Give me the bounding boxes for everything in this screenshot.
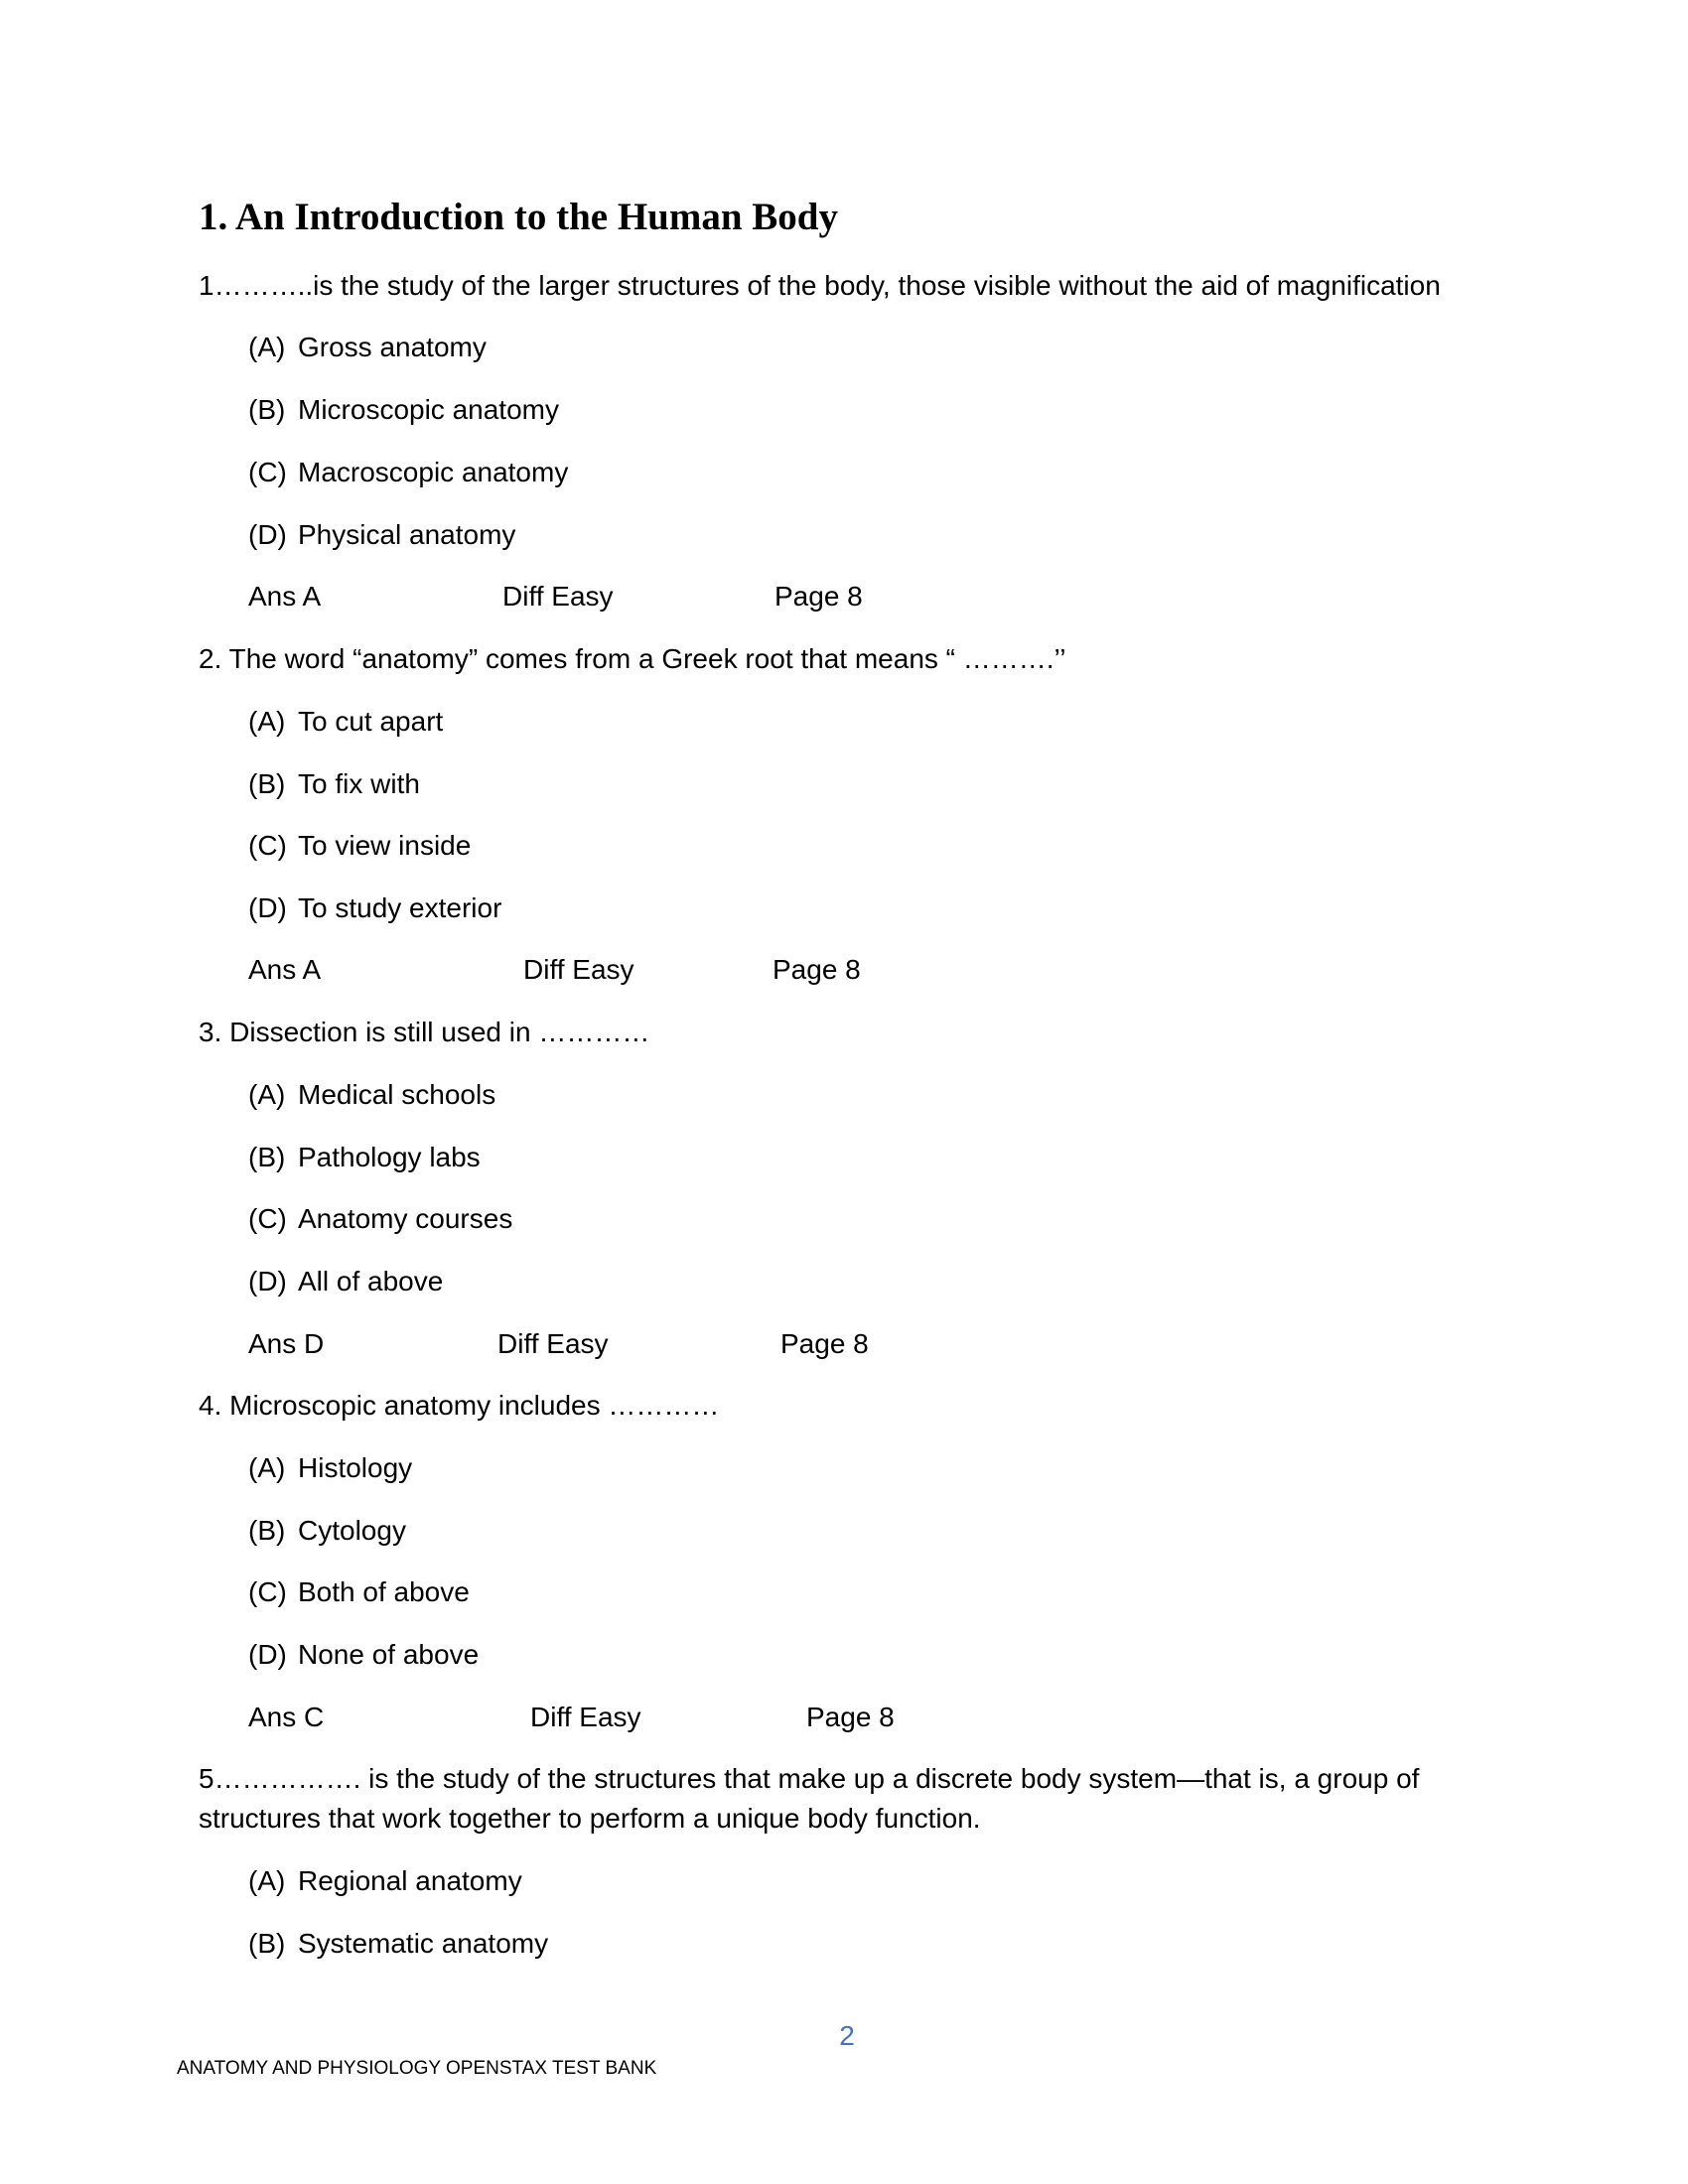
question-2-option-a xyxy=(248,702,443,742)
question-1-option-a xyxy=(248,328,487,367)
footer-text: ANATOMY AND PHYSIOLOGY OPENSTAX TEST BANK xyxy=(177,2058,657,2079)
question-3-option-d xyxy=(248,1262,443,1301)
question-3-difficulty: Diff Easy xyxy=(497,1328,609,1359)
option-text: Regional anatomy xyxy=(298,1865,522,1896)
question-4-option-d xyxy=(248,1635,479,1675)
question-3-option-a xyxy=(248,1075,495,1115)
question-2-option-c xyxy=(248,826,471,866)
option-text: None of above xyxy=(298,1639,480,1670)
option-letter: (B) xyxy=(248,1928,286,1959)
option-letter: (C) xyxy=(248,1576,287,1607)
option-text: Histology xyxy=(298,1452,413,1483)
option-letter: (A) xyxy=(248,706,286,737)
option-letter: (A) xyxy=(248,1452,286,1483)
option-letter: (D) xyxy=(248,1266,287,1297)
option-letter: (A) xyxy=(248,1079,286,1110)
question-4-option-a xyxy=(248,1448,412,1488)
question-2-option-d xyxy=(248,888,501,928)
option-text: Anatomy courses xyxy=(298,1203,513,1234)
option-letter: (B) xyxy=(248,1515,286,1546)
option-text: Both of above xyxy=(298,1576,470,1607)
question-4-difficulty: Diff Easy xyxy=(530,1702,641,1732)
option-text: Physical anatomy xyxy=(298,519,516,550)
question-5-text: 5……………. is the study of the structures that make up a discrete body system—that is, a group of structures that work together to perform a unique body function. xyxy=(199,1763,1420,1834)
option-letter: (B) xyxy=(248,768,286,799)
question-1-option-d xyxy=(248,515,515,555)
option-letter: (B) xyxy=(248,1142,286,1172)
question-3-option-c xyxy=(248,1199,512,1239)
option-letter: (D) xyxy=(248,519,287,550)
option-text: Medical schools xyxy=(298,1079,496,1110)
option-text: Pathology labs xyxy=(298,1142,481,1172)
option-letter: (C) xyxy=(248,1203,287,1234)
option-letter: (A) xyxy=(248,332,286,362)
option-text: Cytology xyxy=(298,1515,406,1546)
question-1-answer: Ans A xyxy=(248,581,322,612)
question-2-text: 2. The word “anatomy” comes from a Greek root that means “ ……….’’ xyxy=(199,643,1066,674)
question-3-option-b xyxy=(248,1138,481,1177)
question-1-text: 1………..is the study of the larger structures of the body, those visible without the aid of magnification xyxy=(199,270,1441,301)
option-text: All of above xyxy=(298,1266,444,1297)
question-4-page: Page 8 xyxy=(806,1702,895,1732)
question-2-difficulty: Diff Easy xyxy=(523,954,634,985)
question-2-page: Page 8 xyxy=(773,954,861,985)
option-text: Microscopic anatomy xyxy=(298,394,559,425)
question-1-option-b xyxy=(248,390,559,430)
question-4-answer: Ans C xyxy=(248,1702,325,1732)
option-text: Systematic anatomy xyxy=(298,1928,549,1959)
question-4-option-c xyxy=(248,1572,470,1612)
option-text: To view inside xyxy=(298,830,472,861)
option-letter: (C) xyxy=(248,457,287,487)
question-4-text: 4. Microscopic anatomy includes ………… xyxy=(199,1390,720,1421)
question-3-page: Page 8 xyxy=(780,1328,869,1359)
question-5-option-a xyxy=(248,1861,522,1901)
question-3-text: 3. Dissection is still used in ………… xyxy=(199,1017,650,1047)
option-text: Macroscopic anatomy xyxy=(298,457,569,487)
option-text: To cut apart xyxy=(298,706,444,737)
option-text: Gross anatomy xyxy=(298,332,487,362)
question-1-option-c xyxy=(248,453,568,492)
option-text: To study exterior xyxy=(298,892,502,923)
chapter-title: 1. An Introduction to the Human Body xyxy=(199,196,838,238)
question-1-page: Page 8 xyxy=(774,581,863,612)
question-1-difficulty: Diff Easy xyxy=(502,581,614,612)
option-letter: (B) xyxy=(248,394,286,425)
question-2-option-b xyxy=(248,764,420,804)
option-letter: (C) xyxy=(248,830,287,861)
option-text: To fix with xyxy=(298,768,420,799)
question-5-option-b xyxy=(248,1924,548,1964)
question-2-answer: Ans A xyxy=(248,954,322,985)
page-number: 2 xyxy=(839,2020,855,2051)
option-letter: (D) xyxy=(248,1639,287,1670)
option-letter: (A) xyxy=(248,1865,286,1896)
question-4-option-b xyxy=(248,1511,406,1551)
question-3-answer: Ans D xyxy=(248,1328,325,1359)
option-letter: (D) xyxy=(248,892,287,923)
